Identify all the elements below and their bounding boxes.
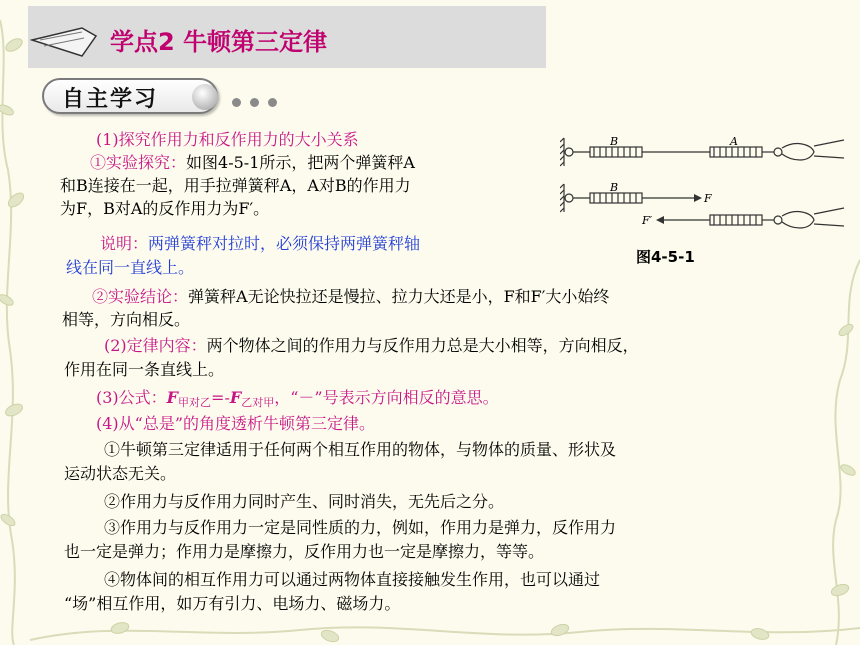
- figure-label-b-bottom: B: [610, 181, 619, 194]
- conclusion-line-1: [92, 287, 609, 307]
- p1-heading: (1)探究作用力和反作用力的大小关系: [96, 130, 359, 149]
- item3-line-1: ③作用力与反作用力一定是同性质的力，例如，作用力是弹力，反作用力: [104, 518, 617, 537]
- figure-label-a-top: A: [730, 136, 738, 148]
- conclusion-line-2: 相等，方向相反。: [62, 310, 191, 329]
- p3-label: (3)公式：: [96, 388, 167, 407]
- p2-line-1: [104, 336, 639, 356]
- p3-text: ，“－”号表示方向相反的意思。: [274, 388, 499, 407]
- item4-line-2: “场”相互作用，如万有引力、电场力、磁场力。: [64, 594, 401, 613]
- item3-line-2: 也一定是弹力；作用力是摩擦力，反作用力也一定是摩擦力，等等。: [64, 542, 545, 561]
- p3-line: [96, 388, 499, 413]
- conclusion-label: ②实验结论：: [92, 287, 189, 306]
- p1-line-2: 和B连接在一起，用手拉弹簧秤A，A对B的作用力: [60, 176, 411, 195]
- conclusion-line-1-text: 弹簧秤A无论快拉还是慢拉、拉力大还是小，F和F′大小始终: [188, 287, 610, 306]
- p3-f2: F: [229, 388, 242, 407]
- arrow-icon: [30, 26, 102, 58]
- p3-f1: F: [166, 388, 179, 407]
- figure-caption: 图4-5-1: [636, 248, 695, 266]
- item1-line-1: ①牛顿第三定律适用于任何两个相互作用的物体，与物体的质量、形状及: [104, 440, 617, 459]
- note-label: 说明：: [100, 234, 149, 253]
- p4-heading: (4)从“总是”的角度透析牛顿第三定律。: [96, 414, 376, 433]
- page-title: 学点2 牛顿第三定律: [110, 28, 328, 56]
- note-line-1-text: 两弹簧秤对拉时，必须保持两弹簧秤轴: [148, 234, 421, 253]
- p2-line-2: 作用在同一条直线上。: [64, 360, 225, 379]
- spring-scale-figure: [560, 136, 850, 236]
- p2-label: (2)定律内容：: [104, 336, 207, 355]
- note-line-2: 线在同一直线上。: [66, 258, 195, 277]
- item4-line-1: ④物体间的相互作用力可以通过两物体直接接触发生作用，也可以通过: [104, 570, 601, 589]
- figure-label-f: F: [704, 192, 712, 205]
- item1-line-2: 运动状态无关。: [64, 464, 177, 483]
- p1-line-1-text: 如图4-5-1所示，把两个弹簧秤A: [186, 153, 415, 172]
- header-bar: [28, 6, 546, 68]
- p2-line-1-text: 两个物体之间的作用力与反作用力总是大小相等，方向相反，: [206, 336, 639, 355]
- badge-ball-icon: [192, 84, 218, 110]
- item2-line-1: ②作用力与反作用力同时产生、同时消失，无先后之分。: [104, 492, 505, 511]
- section-label: 自主学习: [62, 87, 159, 112]
- section-badge: [42, 78, 294, 116]
- note-line-1: [100, 234, 420, 254]
- p1-line-3: 为F，B对A的反作用力为F′。: [60, 199, 270, 218]
- p3-sub2: 乙对甲: [241, 396, 275, 409]
- figure-label-b-top: B: [610, 136, 619, 148]
- p3-sub1: 甲对乙: [178, 396, 212, 409]
- p3-eq: =-: [211, 388, 230, 407]
- p1-label: ①实验探究：: [90, 153, 187, 172]
- figure-label-f-prime: F′: [642, 214, 653, 227]
- p1-line-1: [90, 153, 415, 173]
- dots-icon: [232, 92, 286, 111]
